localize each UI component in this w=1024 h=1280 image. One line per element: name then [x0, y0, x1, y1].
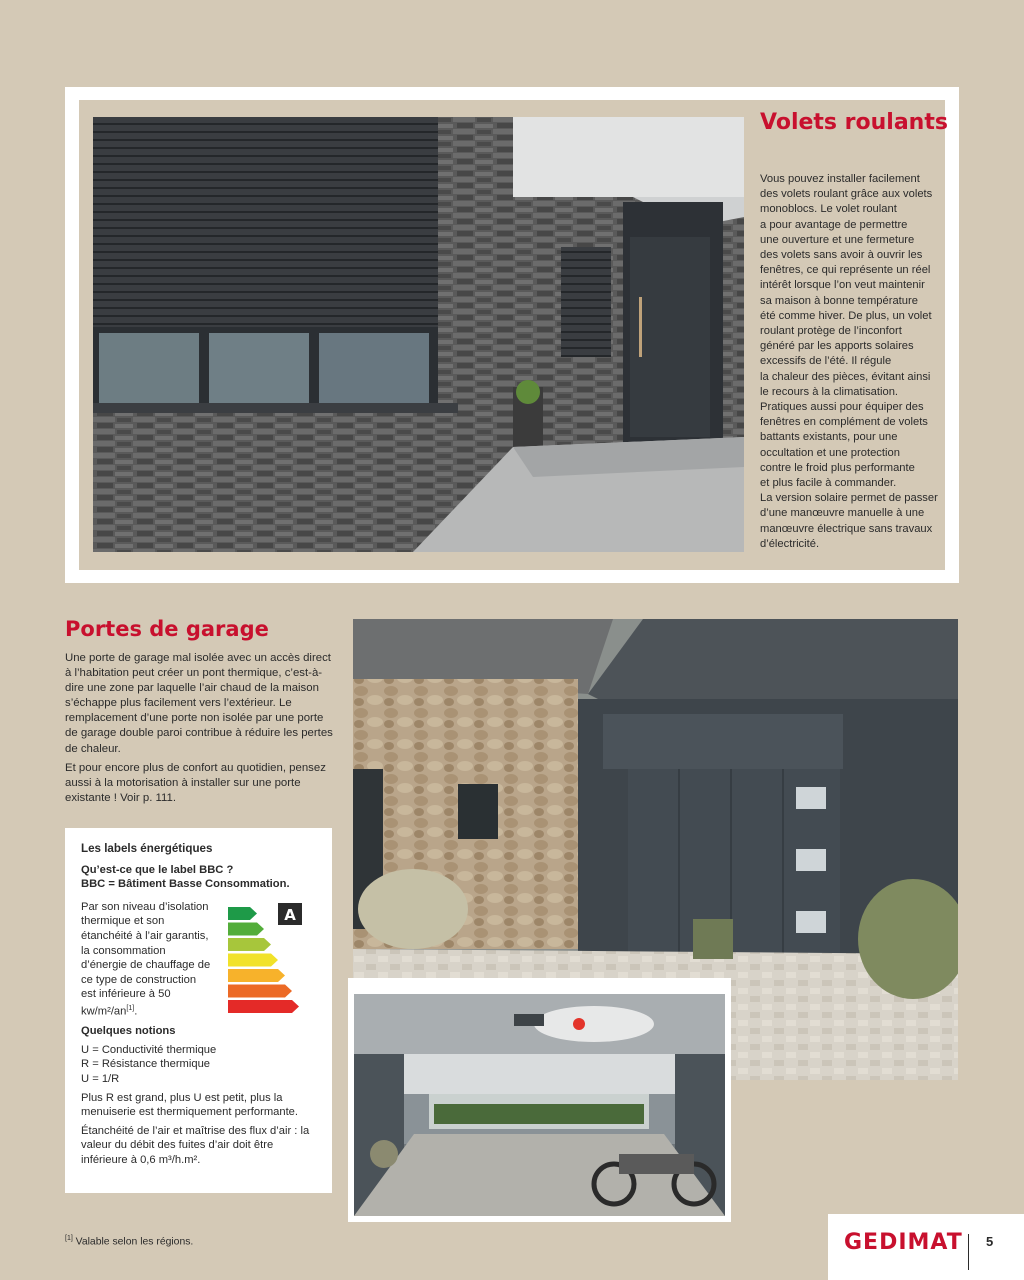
volets-line: La version solaire permet de passer — [760, 492, 938, 505]
volets-line: le recours à la climatisation. — [760, 385, 899, 398]
energy-bar — [228, 969, 285, 982]
note-r: Plus R est grand, plus U est petit, plus la menuiserie est thermiquement performante. — [81, 1091, 299, 1119]
garage-text — [65, 651, 337, 810]
bbc-definition: BBC = Bâtiment Basse Consommation. — [81, 878, 290, 891]
volets-line: d’une manœuvre manuelle à une — [760, 507, 925, 520]
volets-line: a pour avantage de permettre — [760, 218, 908, 231]
footnote-marker: [1] — [65, 1235, 73, 1242]
notion-u: U = Conductivité thermique — [81, 1043, 217, 1056]
volets-line: excessifs de l’été. Il régule — [760, 355, 892, 368]
energy-bar — [228, 985, 292, 998]
notion-r: R = Résistance thermique — [81, 1058, 211, 1071]
bbc-footnote-marker: [1] — [126, 1004, 135, 1012]
volets-line: d’électricité. — [760, 537, 820, 550]
volets-text — [760, 172, 950, 552]
energy-bar — [228, 938, 271, 951]
volets-line: fenêtres, ce qui représente un réel — [760, 264, 931, 277]
notion-eq: U = 1/R — [81, 1073, 120, 1086]
volets-line: Pratiques aussi pour équiper des — [760, 401, 924, 414]
volets-line: battants existants, pour une — [760, 431, 898, 444]
energy-bar — [228, 1000, 299, 1013]
garage-paragraph-1: Une porte de garage mal isolée avec un accès direct à l’habitation peut créer un pont thermique, c’est-à-dire une zone par laquelle l’air chaud de la maison s’échappe plus facilement vers l’extérieur. Le remplacement d’une porte non isolée par une porte de garage double paroi contribue à réduire les pertes de chaleur. — [65, 652, 333, 755]
logo-divider — [968, 1234, 969, 1270]
labels-heading: Les labels énergétiques — [81, 842, 213, 855]
bbc-description: Par son niveau d’isolation thermique et son étanchéité à l’air garantis, la consommation d’énergie de chauffage de ce type de construction est inférieure à 50 kw/m²/an[1]. — [81, 900, 211, 1018]
volets-line: roulant protège de l’inconfort — [760, 325, 902, 338]
energy-bar — [228, 923, 264, 936]
volets-line: Vous pouvez installer facilement — [760, 173, 920, 185]
volets-line: des volets sans avoir à ouvrir les — [760, 249, 923, 262]
volets-line: fenêtres en complément de volets — [760, 416, 928, 429]
volets-line: une ouverture et une fermeture — [760, 233, 915, 246]
volets-line: contre le froid plus performante — [760, 461, 915, 474]
rolling-shutters-photo — [93, 117, 744, 552]
energy-bar — [228, 907, 257, 920]
garage-opener-photo — [348, 978, 731, 1222]
gedimat-logo: GEDIMAT — [844, 1230, 963, 1255]
bbc-value: à 50 kw/m²/an — [81, 988, 171, 1018]
bbc-question: Qu’est-ce que le label BBC ? — [81, 863, 234, 876]
volets-line: été comme hiver. De plus, un volet — [760, 309, 932, 322]
volets-line: et plus facile à commander. — [760, 477, 897, 490]
page-number: 5 — [986, 1234, 994, 1249]
energy-scale-graphic — [228, 902, 323, 1017]
volets-line: la chaleur des pièces, évitant ainsi — [760, 370, 931, 383]
volets-line: intérêt lorsque l’on veut maintenir — [760, 279, 925, 292]
energy-class-letter: A — [284, 906, 296, 924]
bbc-description-text: Par son niveau d’isolation thermique et son étanchéité à l’air garantis, la consommation d’énergie de chauffage de ce type de construction est inférieure — [81, 900, 211, 1001]
garage-paragraph-2: Et pour encore plus de confort au quotidien, pensez aussi à la motorisation à installer sur une porte existante ! Voir p. 111. — [65, 761, 326, 804]
volets-title: Volets roulants — [760, 110, 948, 135]
notions-heading: Quelques notions — [81, 1025, 176, 1038]
energy-bar — [228, 954, 278, 967]
volets-line: sa maison à bonne température — [760, 294, 918, 307]
volets-line: des volets roulant grâce aux volets — [760, 188, 933, 201]
volets-line: monoblocs. Le volet roulant — [760, 203, 897, 216]
note-air: Étanchéité de l’air et maîtrise des flux d’air : la valeur du débit des fuites d’air doit être inférieure à 0,6 m³/h.m². — [81, 1124, 310, 1167]
volets-line: généré par les apports solaires — [760, 340, 914, 353]
garage-title: Portes de garage — [65, 617, 269, 641]
volets-line: occultation et une protection — [760, 446, 900, 459]
volets-line: manœuvre électrique sans travaux — [760, 522, 933, 535]
brand-box — [828, 1214, 1024, 1280]
footnote — [65, 1235, 193, 1247]
footnote-text: Valable selon les régions. — [72, 1236, 194, 1248]
